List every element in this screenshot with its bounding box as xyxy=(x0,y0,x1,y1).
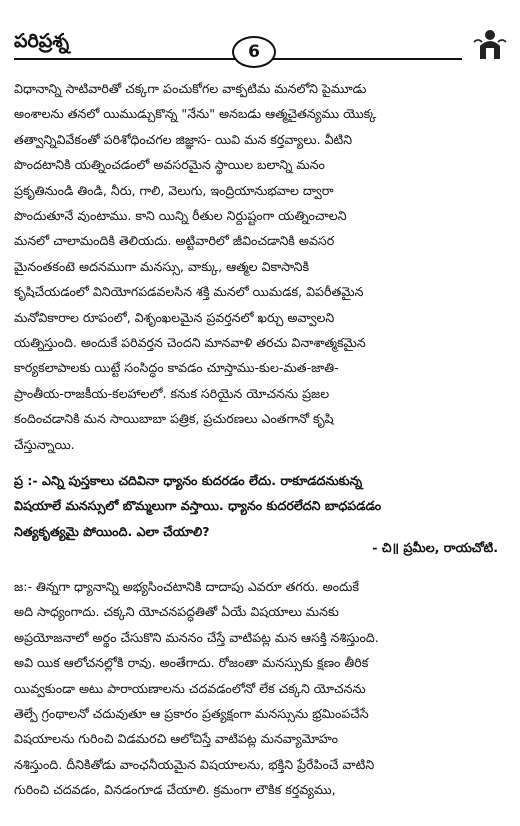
page-number: 6 xyxy=(232,36,276,68)
question-line: నిత్యకృత్యమై పోయింది. ఎలా చేయాలి? xyxy=(14,523,210,539)
answer-line: విషయాలను గురించి విడమరచి ఆలోచిస్తే వాటిపట్ల మనవ్యామోహం xyxy=(14,731,339,747)
answer-line: నశిస్తుంది. దీనికితోడు వాంఛనీయమైన విషయాలను, భక్తిని ప్రేరేపించే వాటిని xyxy=(14,756,375,772)
text-line: కందించడానికి మన సాయిబాబా పత్రిక, ప్రచురణలు ఎంతగానో కృషి xyxy=(14,411,334,427)
answer-line: అది సాధ్యంగాదు. చక్కని యోచనపద్ధతితో ఏయే విషయాలు మనకు xyxy=(14,604,339,620)
answer-line: అవి యిక ఆలోచనల్లోకి రావు. అంతేగాదు. రోజంతా మనస్సుకు క్షణం తీరిక xyxy=(14,655,369,671)
question-block xyxy=(14,468,484,544)
text-line: ప్రకృతినుండి తిండి, నీరు, గాలి, వెలుగు, ఇంద్రియానుభవాల ద్వారా xyxy=(14,182,334,198)
text-line: ప్రాంతీయ-రాజకీయ-కలహాలలో. కనుక సరియైన యోచనను ప్రజల xyxy=(14,385,330,401)
text-line: యత్నిస్తుంది. అందుకే పరివర్తన చెందని మానవాళి తరచు వినాశాత్మకమైన xyxy=(14,335,366,351)
text-line: కార్యకలాపాలకు యిట్టే సంసిద్ధం కావడం చూస్తాము-కుల-మత-జాతి- xyxy=(14,360,339,376)
answer-line: జ:- తిన్నగా ధ్యానాన్ని అభ్యసించటానికి దాదాపు ఎవరూ తగరు. అందుకే xyxy=(14,579,359,594)
text-line: కృషిచేయడంలో వినియోగపడవలసిన శక్తి మనలో యిమడక, విపరీతమైన xyxy=(14,284,364,300)
body-paragraph xyxy=(14,76,484,457)
text-line: మనోవికారాల రూపంలో, విశృంఖలమైన ప్రవర్తనలో ఖర్చు అవ్వాలని xyxy=(14,309,335,325)
question-author: - చి॥ ప్రమీల, రాయచోటి. xyxy=(372,540,498,555)
text-line: మైనంతకంటె అదనముగా మనస్సు, వాక్కు, ఆత్మల వికాసానికి xyxy=(14,258,310,274)
text-line: పొందుతూనే వుంటాము. కాని యిన్ని రీతుల నిర్దుష్టంగా యత్నించాలని xyxy=(14,208,347,224)
answer-line: అప్రయోజనాలో అర్థం చేసుకొని మననం చేస్తే వాటిపట్ల మన ఆసక్తి నశిస్తుంది. xyxy=(14,629,379,645)
question-line: ప్ర :- ఎన్ని పుస్తకాలు చదివినా ధ్యానం కుదరడం లేదు. రాకూడదనుకున్న xyxy=(14,473,363,488)
temple-ornament-icon xyxy=(472,28,508,60)
answer-line: గురించి చదవడం, వినడంగూడ చేయాలి. క్రమంగా లౌకిక కర్తవ్యము, xyxy=(14,782,336,798)
text-line: చేస్తున్నాయి. xyxy=(14,436,75,452)
question-line: విషయాలే మనస్సులో బొమ్మలుగా వస్తాయి. ధ్యానం కుదరలేదని బాధపడడం xyxy=(14,498,382,514)
text-line: తత్వాన్నివివేకంతో పరిశోధించగల జిజ్ఞాస- యివి మన కర్తవ్యాలు. వీటిని xyxy=(14,131,353,147)
answer-line: తెల్పే గ్రంథాలనో చదువుతూ ఆ ప్రకారం ప్రత్యక్షంగా మనస్సును భ్రమింపచేసే xyxy=(14,706,369,722)
page-header xyxy=(0,0,520,64)
text-line: అంశాలను తనలో యిముడ్చుకొన్న "నేను" అనబడు ఆత్మచైతన్యము యొక్క xyxy=(14,106,377,122)
text-line: మనలో చాలామందికి తెలియదు. అట్టివారిలో జీవించడానికి అవసర xyxy=(14,233,335,249)
text-line: విధానాన్ని సాటివారితో చక్కగా పంచుకోగల వాక్పటిమ మనలోని పైమూడు xyxy=(14,81,367,96)
running-title: పరిప్రశ్న xyxy=(14,30,70,52)
text-line: పొందటానికి యత్నించడంలో అవసరమైన స్థాయిల బలాన్ని మనం xyxy=(14,157,325,173)
answer-line: యివ్వకుండా అటు పారాయణాలను చదవడంలోనో లేక చక్కని యోచనను xyxy=(14,680,366,696)
answer-block xyxy=(14,574,484,803)
